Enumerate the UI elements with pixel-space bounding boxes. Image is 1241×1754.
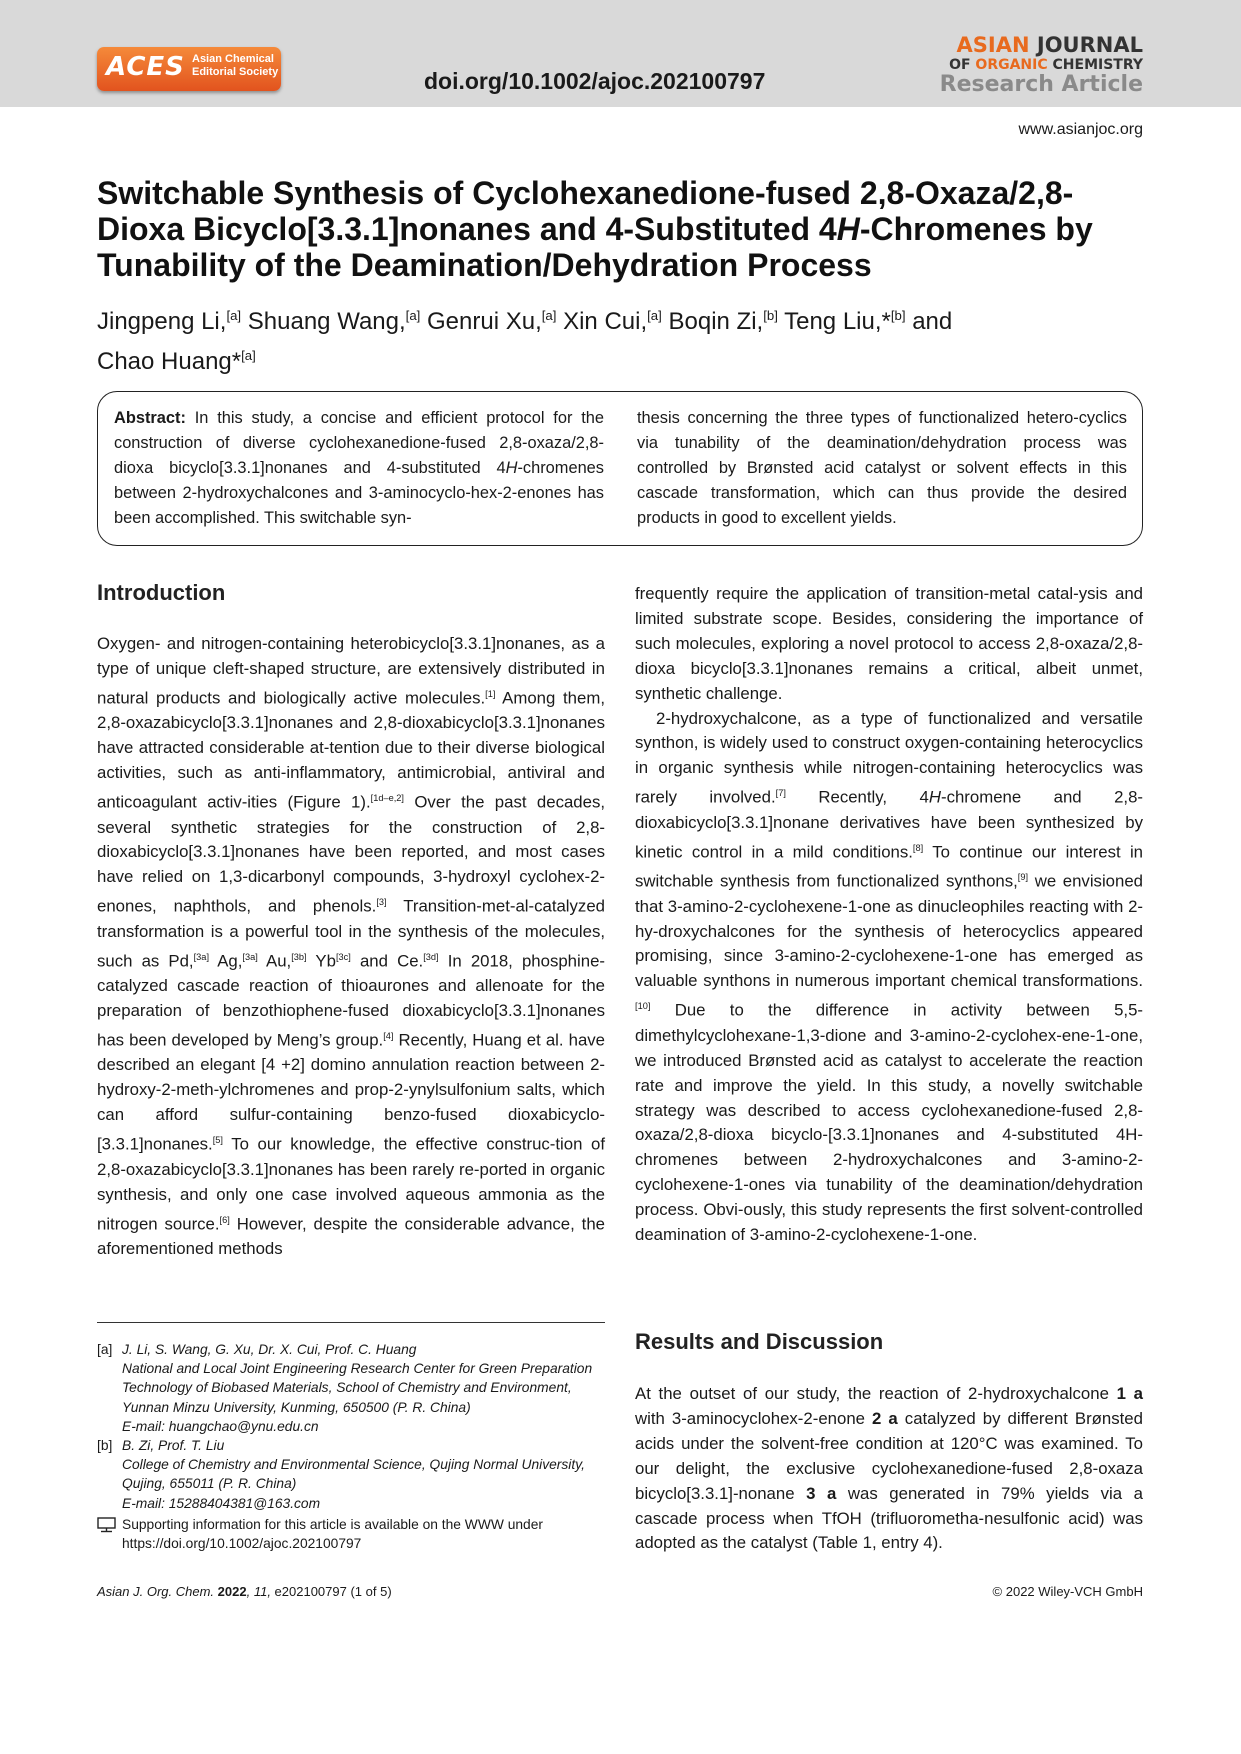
author: Jingpeng Li,[a]	[97, 308, 242, 335]
affiliation-institution: College of Chemistry and Environmental Science, Qujing Normal University, Qujing, 655011 (P. R. China)	[122, 1457, 585, 1492]
aces-logo-word: ACES	[106, 52, 185, 82]
affiliation-tag: [b]	[97, 1438, 113, 1453]
article-title	[97, 175, 1147, 283]
supporting-information-text[interactable]: Supporting information for this article is available on the WWW under https://doi.org/10.1002/ajoc.202100797	[122, 1517, 543, 1552]
author: Xin Cui,[a]	[563, 308, 662, 335]
author: Chao Huang*[a]	[97, 348, 256, 375]
compound-label: 2 a	[872, 1408, 898, 1428]
citation: [3c]	[335, 951, 351, 962]
journal-name-chemistry: CHEMISTRY	[1052, 57, 1143, 73]
affiliation-names: J. Li, S. Wang, G. Xu, Dr. X. Cui, Prof. C. Huang	[122, 1342, 417, 1357]
footer-citation: Asian J. Org. Chem. 2022, 11, e202100797 (1 of 5)	[97, 1584, 392, 1599]
citation: [10]	[635, 1001, 651, 1012]
doi-link[interactable]: doi.org/10.1002/ajoc.202100797	[424, 68, 766, 94]
abstract-label: Abstract:	[114, 409, 186, 427]
footer-copyright: © 2022 Wiley-VCH GmbH	[992, 1584, 1143, 1599]
title-part-2: -Chromenes by Tunability of the Deamination/Dehydration Process	[97, 211, 1093, 283]
affiliation-email: E-mail: 15288404381@163.com	[122, 1495, 321, 1511]
affiliation-email: E-mail: huangchao@ynu.edu.cn	[122, 1418, 319, 1434]
citation: [3b]	[291, 951, 307, 962]
citation: [1]	[485, 688, 496, 699]
paragraph: 2-hydroxychalcone, as a type of functionalized and versatile synthon, is widely used to construct oxygen-containing heterocyclics in organic synthesis while nitrogen-containing heterocyclics was rarely involved.[7] Recently, 4H-chromene and 2,8-dioxabicyclo[3.3.1]nonane derivatives have been synthesized by kinetic control in a mild conditions.[8] To continue our interest in switchable synthesis from functionalized synthons,[9] we envisioned that 3-amino-2-cyclohexene-1-one as dinucleophiles reacting with 2-hy-droxychalcones for the synthesis of heterocyclics appeared promising, since 3-amino-2-cyclohexene-1-one has emerged as valuable synthons in numerous important chemical transformations.[10] Due to the difference in activity between 5,5-dimethylcyclohexane-1,3-dione and 3-amino-2-cyclohex-ene-1-one, we introduced Brønsted acid as catalyst to accelerate the reaction rate and improve the yield. In this study, a novelly switchable strategy was described to access cyclohexanedione-fused 2,8-oxaza/2,8-dioxa bicyclo-[3.3.1]nonanes and 4-substituted 4H-chromenes between 2-hydroxychalcones and 3-amino-2-cyclohexene-1-ones via tunability of the deamination/dehydration process. Obvi-ously, this study represents the first solvent-controlled deamination of 3-amino-2-cyclohexene-1-one.	[635, 708, 1144, 1245]
abstract-box	[97, 391, 1143, 546]
affiliation-institution: National and Local Joint Engineering Research Center for Green Preparation Technology of Biobased Materials, School of Chemistry and Environment, Yunnan Minzu University, Kunming, 650500 (P. R. China)	[122, 1361, 593, 1415]
affiliation-tag: [a]	[97, 1342, 113, 1357]
citation: [3a]	[242, 951, 258, 962]
citation: [3]	[376, 897, 387, 908]
computer-icon	[97, 1517, 116, 1533]
author: Boqin Zi,[b]	[668, 308, 778, 335]
citation: [6]	[219, 1214, 230, 1225]
citation: [8]	[912, 842, 924, 853]
citation: [9]	[1017, 872, 1029, 883]
author: Genrui Xu,[a]	[427, 308, 557, 335]
citation: [5]	[212, 1135, 223, 1146]
affiliation-names: B. Zi, Prof. T. Liu	[122, 1438, 225, 1453]
journal-name-journal: JOURNAL	[1036, 33, 1143, 57]
citation: [4]	[383, 1030, 394, 1041]
abstract-right-column: thesis concerning the three types of functionalized hetero-cyclics via tunability of the deamination/dehydration process was controlled by Brønsted acid catalyst or solvent effects in this cascade transformation, which can thus provide the desired products in good to excellent yields.	[637, 409, 1127, 527]
author: Shuang Wang,[a]	[247, 308, 421, 335]
compound-label: 3 a	[806, 1483, 837, 1503]
author-conjunction: and	[912, 308, 953, 335]
introduction-heading: Introduction	[97, 580, 226, 605]
introduction-continued	[635, 582, 1143, 1248]
citation: [3d]	[423, 951, 439, 962]
journal-name-asian: ASIAN	[956, 33, 1030, 57]
results-heading: Results and Discussion	[635, 1329, 884, 1354]
aces-logo	[97, 47, 281, 91]
citation: [7]	[775, 788, 786, 799]
footnote-divider	[97, 1322, 605, 1323]
journal-name-organic: ORGANIC	[975, 57, 1048, 73]
introduction-text: Oxygen- and nitrogen-containing heterobicyclo[3.3.1]nonanes, as a type of unique cleft-shaped structure, are extensively distributed in natural products and biologically active molecules.[1] Among them, 2,8-oxazabicyclo[3.3.1]nonanes and 2,8-dioxabicyclo[3.3.1]nonanes have attracted considerable at-tention due to their diverse biological activities, such as anti-inflammatory, antimicrobial, antiviral and anticoagulant activ-ities (Figure 1).[1d–e,2] Over the past decades, several synthetic strategies for the construction of 2,8-dioxabicyclo[3.3.1]nonanes have been reported, and most cases have relied on 1,3-dicarbonyl compounds, 3-hydroxyl cyclohex-2-enones, naphthols, and phenols.[3] Transition-met-al-catalyzed transformation is a powerful tool in the synthesis of the molecules, such as Pd,[3a] Ag,[3a] Au,[3b] Yb[3c] and Ce.[3d] In 2018, phosphine-catalyzed cascade reaction of thioaurones and allenoate for the preparation of benzothiophene-fused dioxabicyclo[3.3.1]nonanes has been developed by Meng’s group.[4] Recently, Huang et al. have described an elegant [4 +2] domino annulation reaction between 2-hydroxy-2-meth-ylchromenes and prop-2-ynylsulfonium salts, which can afford sulfur-containing benzo-fused dioxabicyclo-[3.3.1]nonanes.[5] To our knowledge, the effective construc-tion of 2,8-oxazabicyclo[3.3.1]nonanes has been rarely re-ported in organic synthesis, and only one case involved aqueous ammonia as the nitrogen source.[6] However, despite the considerable advance, the aforementioned methods	[97, 634, 606, 1258]
article-type: Research Article	[939, 72, 1143, 97]
compound-label: 1 a	[1116, 1384, 1143, 1403]
journal-name-of: OF	[949, 57, 971, 73]
abstract-left-column: Abstract: In this study, a concise and efficient protocol for the construction of diverse cyclohexanedione-fused 2,8-oxaza/2,8-dioxa bicyclo[3.3.1]nonanes and 4-substituted 4H-chromenes between 2-hydroxychalcones and 3-aminocyclo-hex-2-enones has been accomplished. This switchable syn-	[114, 409, 604, 527]
page-header	[0, 0, 1241, 107]
author: Teng Liu,*[b]	[784, 308, 906, 335]
author-list	[97, 299, 1147, 379]
title-part-1: Switchable Synthesis of Cyclohexanedione-fused 2,8-Oxaza/2,8-Dioxa Bicyclo[3.3.1]nonanes and 4-Substituted 4	[97, 175, 1074, 247]
aces-logo-subtitle: Asian Chemical Editorial Society	[192, 53, 279, 78]
citation: [3a]	[193, 951, 210, 962]
citation: [1d–e,2]	[370, 793, 405, 804]
paragraph: frequently require the application of transition-metal catal-ysis and limited substrate scope. Besides, considering the importance of such molecules, exploring a novel protocol to access 2,8-oxaza/2,8-dioxa bicyclo[3.3.1]nonanes remains a critical, albeit unmet, synthetic challenge.	[635, 584, 1143, 703]
journal-website[interactable]: www.asianjoc.org	[1018, 121, 1143, 138]
title-italic: H	[836, 211, 860, 247]
results-text: At the outset of our study, the reaction of 2-hydroxychalcone 1 a with 3-aminocyclohex-2-enone 2 a catalyzed by different Brønsted acids under the solvent-free condition at 120°C was examined. To our delight, the exclusive cyclohexanedione-fused 2,8-oxaza bicyclo[3.3.1]-nonane 3 a was generated in 79% yields via a cascade process when TfOH (trifluorometha-nesulfonic acid) was adopted as the catalyst (Table 1, entry 4).	[635, 1384, 1143, 1553]
journal-logo	[940, 33, 1143, 97]
